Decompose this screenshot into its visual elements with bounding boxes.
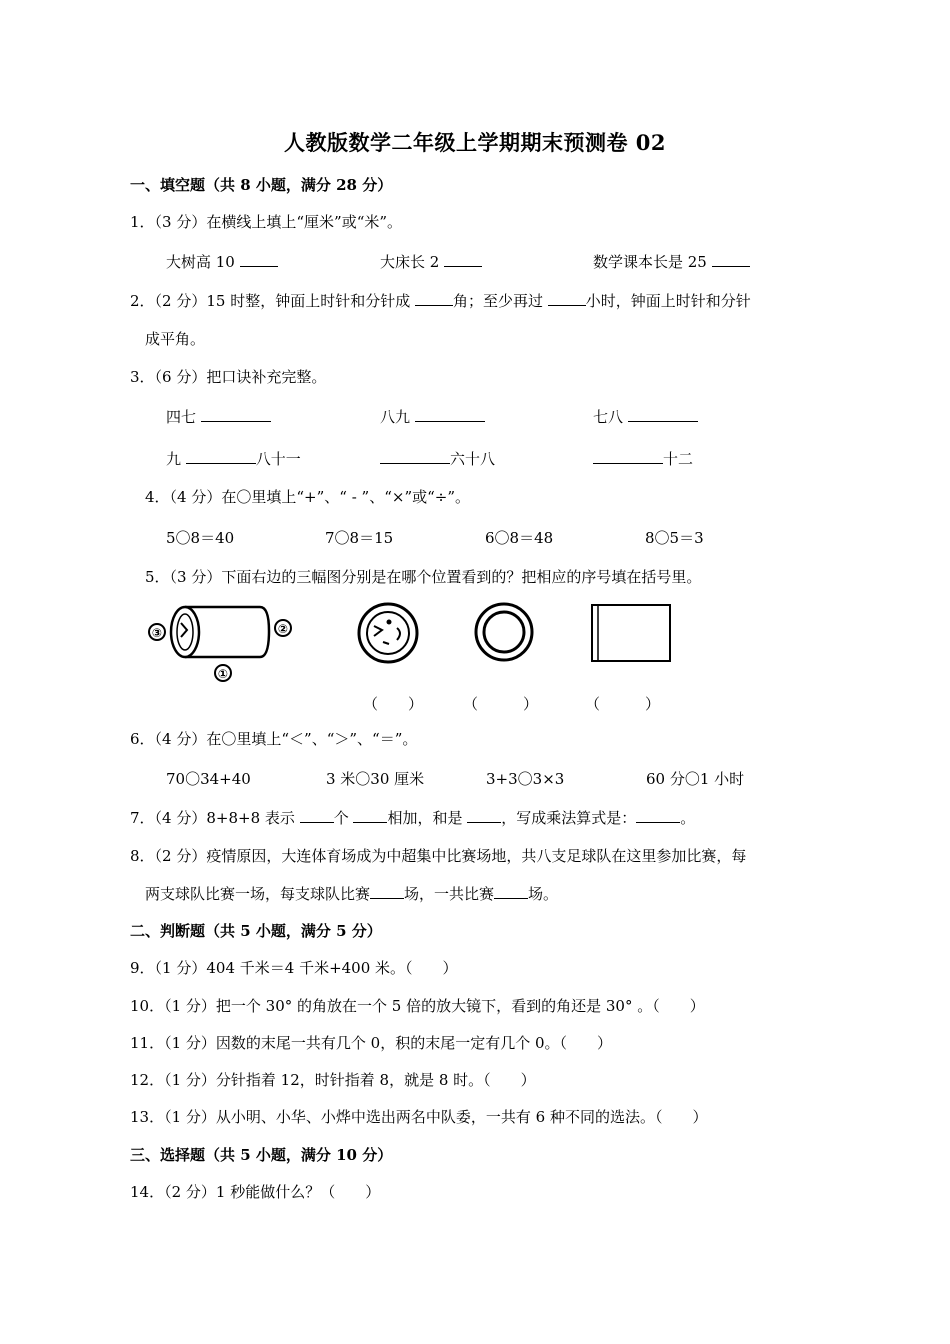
cylinder-figure — [145, 595, 305, 685]
q4-item-b: 7〇8＝15 — [325, 529, 394, 547]
q1-item-c — [593, 252, 750, 272]
label-1: ① — [217, 667, 229, 681]
answer-blank[interactable] — [548, 291, 586, 306]
answer-blank[interactable] — [370, 884, 404, 899]
q6-item-c: 3+3〇3×3 — [486, 770, 565, 788]
answer-blank[interactable] — [186, 449, 256, 464]
answer-blank[interactable] — [636, 808, 680, 823]
q7-text-e: 。 — [680, 809, 696, 827]
q2-text-b: 角；至少再过 — [453, 292, 544, 310]
q1-item-a-text: 大树高 10 — [166, 253, 235, 271]
answer-blank[interactable] — [300, 808, 334, 823]
question-2-line-1 — [130, 291, 751, 311]
view-figure-a — [355, 600, 421, 666]
q4-item-c: 6〇8＝48 — [485, 529, 554, 547]
q6-item-d: 60 分〇1 小时 — [646, 770, 745, 788]
q3-item-a — [166, 407, 271, 427]
q2-text-a: 2．（2 分）15 时整，钟面上时针和分针成 — [130, 292, 411, 310]
q3-item-a-text: 四七 — [166, 408, 197, 426]
question-8-line-2 — [145, 884, 558, 904]
q3-item-b — [380, 407, 485, 427]
view-figure-c — [588, 600, 674, 666]
answer-blank[interactable] — [467, 808, 501, 823]
q3-item-d — [166, 449, 301, 469]
question-12: 12．（1 分）分针指着 12，时针指着 8，就是 8 时。（ ） — [130, 1071, 536, 1089]
answer-blank[interactable] — [712, 252, 750, 267]
answer-blank[interactable] — [380, 449, 450, 464]
q7-text-d: ，写成乘法算式是： — [501, 809, 637, 827]
q1-item-b-text: 大床长 2 — [380, 253, 440, 271]
q3-item-f-text: 十二 — [663, 450, 694, 468]
question-7 — [130, 808, 695, 828]
q4-item-d: 8〇5＝3 — [645, 529, 704, 547]
q5-answer-paren-1[interactable]: （ ） — [363, 695, 424, 713]
q7-text-c: 相加，和是 — [387, 809, 463, 827]
q7-text-b: 个 — [333, 809, 349, 827]
q1-item-c-text: 数学课本长是 25 — [593, 253, 707, 271]
q3-item-c-text: 七八 — [593, 408, 624, 426]
question-4-stem: 4．（4 分）在〇里填上“+”、“ - ”、“×”或“÷”。 — [145, 488, 471, 506]
answer-blank[interactable] — [353, 808, 387, 823]
question-14: 14．（2 分）1 秒能做什么？（ ） — [130, 1183, 381, 1201]
q2-text-c: 小时，钟面上时针和分针 — [585, 292, 751, 310]
q5-answer-paren-2[interactable]: （ ） — [463, 695, 539, 713]
q1-item-b — [380, 252, 482, 272]
section-heading-multiple-choice: 三、选择题（共 5 小题，满分 10 分） — [130, 1146, 393, 1164]
question-3-stem: 3．（6 分）把口诀补充完整。 — [130, 368, 327, 386]
q3-item-e-text: 六十八 — [450, 450, 496, 468]
label-2: ② — [277, 622, 289, 636]
question-2-line-2: 成平角。 — [145, 330, 206, 348]
q3-item-c — [593, 407, 698, 427]
page-title: 人教版数学二年级上学期期末预测卷 02 — [283, 130, 667, 155]
answer-blank[interactable] — [494, 884, 528, 899]
question-13: 13．（1 分）从小明、小华、小烨中选出两名中队委，一共有 6 种不同的选法。（ ） — [130, 1108, 708, 1126]
q3-item-d-text-2: 八十一 — [255, 450, 301, 468]
q1-item-a — [166, 252, 278, 272]
section-heading-fill-in: 一、填空题（共 8 小题，满分 28 分） — [130, 176, 393, 194]
q3-item-e — [380, 449, 495, 469]
question-5-stem: 5．（3 分）下面右边的三幅图分别是在哪个位置看到的？把相应的序号填在括号里。 — [145, 568, 702, 586]
q8-text-a: 两支球队比赛一场，每支球队比赛 — [145, 885, 371, 903]
question-1-stem: 1．（3 分）在横线上填上“厘米”或“米”。 — [130, 213, 403, 231]
q6-item-b: 3 米〇30 厘米 — [326, 770, 425, 788]
q5-answer-paren-3[interactable]: （ ） — [585, 695, 661, 713]
question-9: 9．（1 分）404 千米＝4 千米+400 米。（ ） — [130, 959, 458, 977]
answer-blank[interactable] — [444, 252, 482, 267]
q3-item-f — [593, 449, 693, 469]
answer-blank[interactable] — [415, 407, 485, 422]
q7-text-a: 7．（4 分）8+8+8 表示 — [130, 809, 295, 827]
answer-blank[interactable] — [240, 252, 278, 267]
question-10: 10．（1 分）把一个 30° 的角放在一个 5 倍的放大镜下，看到的角还是 30° 。（ ） — [130, 997, 705, 1015]
answer-blank[interactable] — [628, 407, 698, 422]
question-8-line-1: 8．（2 分）疫情原因，大连体育场成为中超集中比赛场地，共八支足球队在这里参加比赛，每 — [130, 847, 747, 865]
answer-blank[interactable] — [415, 291, 453, 306]
view-figure-b — [472, 600, 536, 664]
q8-text-c: 场。 — [528, 885, 559, 903]
q4-item-a: 5〇8＝40 — [166, 529, 235, 547]
question-6-stem: 6．（4 分）在〇里填上“＜”、“＞”、“＝”。 — [130, 730, 418, 748]
section-heading-true-false: 二、判断题（共 5 小题，满分 5 分） — [130, 922, 382, 940]
q6-item-a: 70〇34+40 — [166, 770, 251, 788]
answer-blank[interactable] — [201, 407, 271, 422]
label-3: ③ — [151, 626, 163, 640]
q3-item-d-text-1: 九 — [166, 450, 182, 468]
q8-text-b: 场，一共比赛 — [404, 885, 495, 903]
answer-blank[interactable] — [593, 449, 663, 464]
question-11: 11．（1 分）因数的末尾一共有几个 0，积的末尾一定有几个 0。（ ） — [130, 1034, 613, 1052]
q3-item-b-text: 八九 — [380, 408, 411, 426]
